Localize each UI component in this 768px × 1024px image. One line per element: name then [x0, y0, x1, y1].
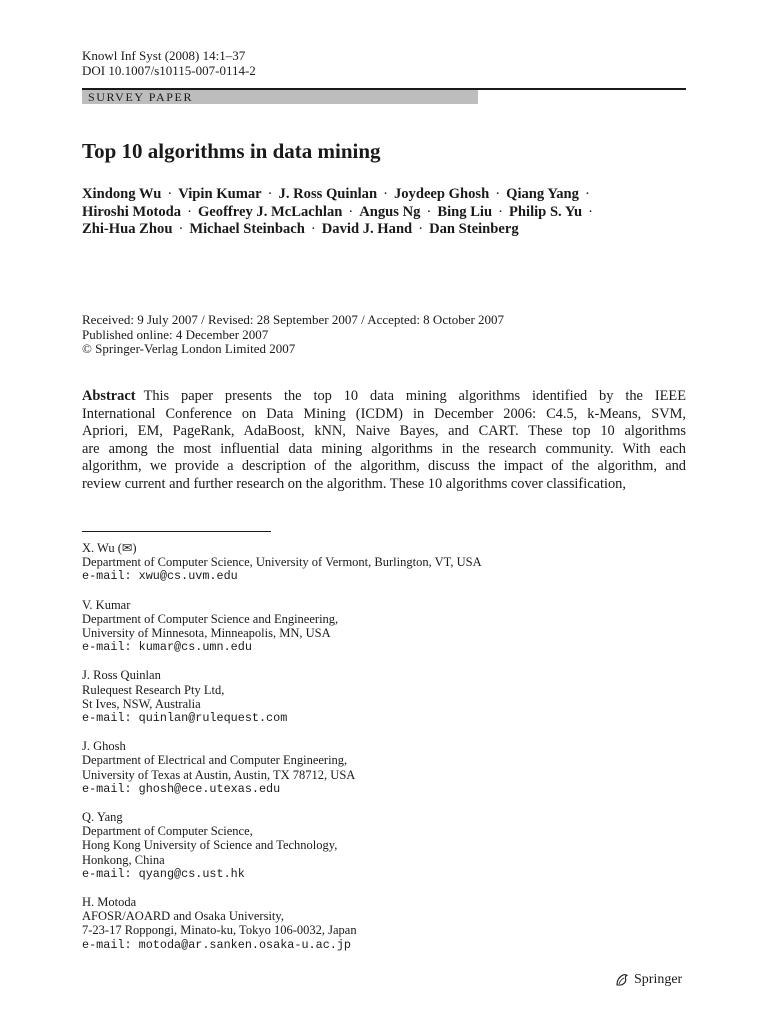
- affiliation-address-line: Honkong, China: [82, 852, 165, 867]
- author-separator: ·: [418, 221, 424, 237]
- affiliation-name: J. Ross Quinlan: [82, 668, 161, 683]
- author-separator: ·: [426, 203, 432, 220]
- received-dates: Received: 9 July 2007 / Revised: 28 September 2007 / Accepted: 8 October 2007: [82, 312, 505, 327]
- affiliation-block: [82, 598, 482, 655]
- affiliation-block: [82, 739, 482, 796]
- affiliation-email[interactable]: e-mail: xwu@cs.uvm.edu: [82, 569, 238, 584]
- abstract-text: This paper presents the top 10 data mining algorithms identified by the IEEE: [143, 388, 686, 404]
- abstract-text: algorithm, we provide a description of the algorithm, discuss the impact of the algorithm, and: [82, 458, 686, 475]
- author-separator: ·: [588, 203, 594, 220]
- published-online: Published online: 4 December 2007: [82, 326, 269, 342]
- abstract: [82, 388, 686, 494]
- affiliation-address-line: University of Texas at Austin, Austin, TX 78712, USA: [82, 767, 356, 782]
- author-name[interactable]: Bing Liu: [437, 203, 493, 220]
- author-separator: ·: [584, 186, 590, 202]
- affiliation-email[interactable]: e-mail: motoda@ar.sanken.osaka-u.ac.jp: [82, 937, 352, 952]
- author-name[interactable]: Qiang Yang: [506, 186, 579, 202]
- author-separator: ·: [187, 203, 192, 220]
- affiliation-email[interactable]: e-mail: kumar@cs.umn.edu: [82, 640, 252, 655]
- affiliation-block: [82, 541, 482, 584]
- author-name[interactable]: Vipin Kumar: [178, 186, 262, 202]
- springer-horse-icon: [614, 972, 630, 988]
- abstract-text: Apriori, EM, PageRank, AdaBoost, kNN, Naive Bayes, and CART. These top 10 algorithms: [82, 423, 686, 440]
- affiliation-address-line: University of Minnesota, Minneapolis, MN, USA: [82, 626, 331, 641]
- author-separator: ·: [167, 186, 173, 202]
- affiliation-address-line: 7-23-17 Roppongi, Minato-ku, Tokyo 106-0032, Japan: [82, 923, 357, 938]
- abstract-line: [82, 458, 686, 476]
- abstract-line: [82, 406, 686, 424]
- author-name[interactable]: Zhi-Hua Zhou: [82, 221, 173, 237]
- publisher-name: Springer: [634, 972, 683, 987]
- affiliation-email[interactable]: e-mail: qyang@cs.ust.hk: [82, 866, 245, 881]
- article-type-banner: [82, 90, 478, 104]
- author-separator: ·: [178, 221, 184, 237]
- author-list: [82, 186, 702, 239]
- footnote-rule: [82, 531, 271, 532]
- affiliation-email[interactable]: e-mail: ghosh@ece.utexas.edu: [82, 781, 281, 796]
- affiliation-block: [82, 810, 482, 881]
- affiliation-block: [82, 895, 482, 952]
- journal-citation: Knowl Inf Syst (2008) 14:1–37: [82, 48, 246, 63]
- affiliation-name: V. Kumar: [82, 597, 131, 612]
- author-name[interactable]: Hiroshi Motoda: [82, 203, 182, 220]
- author-name[interactable]: Dan Steinberg: [429, 221, 519, 237]
- author-separator: ·: [348, 203, 354, 220]
- affiliation-address-line: Department of Computer Science, University of Vermont, Burlington, VT, USA: [82, 555, 482, 570]
- affiliation-name: J. Ghosh: [82, 739, 126, 754]
- affiliation-address-line: Department of Electrical and Computer Engineering,: [82, 753, 348, 768]
- abstract-text: International Conference on Data Mining (ICDM) in December 2006: C4.5, k-Means, SVM,: [82, 405, 686, 422]
- author-name[interactable]: Joydeep Ghosh: [393, 186, 490, 202]
- author-name[interactable]: Xindong Wu: [82, 186, 162, 202]
- affiliation-address-line: Department of Computer Science and Engineering,: [82, 611, 339, 626]
- author-separator: ·: [310, 221, 316, 237]
- author-name[interactable]: Geoffrey J. McLachlan: [197, 203, 343, 220]
- author-separator: ·: [498, 203, 503, 220]
- affiliation-name: H. Motoda: [82, 895, 137, 910]
- publisher-logo: [614, 971, 682, 989]
- affiliation-block: [82, 668, 482, 725]
- affiliation-address-line: St Ives, NSW, Australia: [82, 696, 201, 711]
- abstract-line: [82, 388, 686, 406]
- author-name[interactable]: Philip S. Yu: [508, 203, 583, 220]
- journal-header: [82, 48, 256, 78]
- affiliation-address-line: Hong Kong University of Science and Technology,: [82, 838, 338, 853]
- author-name[interactable]: Angus Ng: [359, 203, 421, 220]
- affiliations-list: [82, 541, 482, 966]
- author-line: [82, 221, 702, 239]
- affiliation-name: Q. Yang: [82, 810, 123, 825]
- abstract-text: are among the most influential data mining algorithms in the research community. With each: [82, 440, 686, 457]
- article-type-label: SURVEY PAPER: [88, 90, 194, 104]
- copyright-notice: © Springer-Verlag London Limited 2007: [82, 341, 296, 356]
- abstract-line: [82, 423, 686, 441]
- author-name[interactable]: Michael Steinbach: [189, 221, 305, 237]
- author-name[interactable]: David J. Hand: [321, 221, 413, 237]
- affiliation-address-line: Rulequest Research Pty Ltd,: [82, 682, 225, 697]
- author-line: [82, 186, 702, 204]
- affiliation-name: X. Wu (✉): [82, 541, 137, 555]
- author-line: [82, 204, 702, 222]
- abstract-text: review current and further research on the algorithm. These 10 algorithms cover classification,: [82, 475, 626, 492]
- author-separator: ·: [495, 186, 501, 202]
- abstract-label: Abstract: [82, 388, 136, 404]
- author-separator: ·: [267, 186, 273, 202]
- affiliation-address-line: Department of Computer Science,: [82, 824, 253, 839]
- journal-doi[interactable]: DOI 10.1007/s10115-007-0114-2: [82, 63, 256, 78]
- affiliation-address-line: AFOSR/AOARD and Osaka University,: [82, 909, 284, 924]
- affiliation-email[interactable]: e-mail: quinlan@rulequest.com: [82, 711, 288, 726]
- publication-dates: [82, 313, 504, 357]
- abstract-line: [82, 476, 686, 494]
- abstract-line: [82, 441, 686, 459]
- paper-title: Top 10 algorithms in data mining: [82, 139, 381, 163]
- author-name[interactable]: J. Ross Quinlan: [278, 186, 378, 202]
- author-separator: ·: [383, 186, 388, 202]
